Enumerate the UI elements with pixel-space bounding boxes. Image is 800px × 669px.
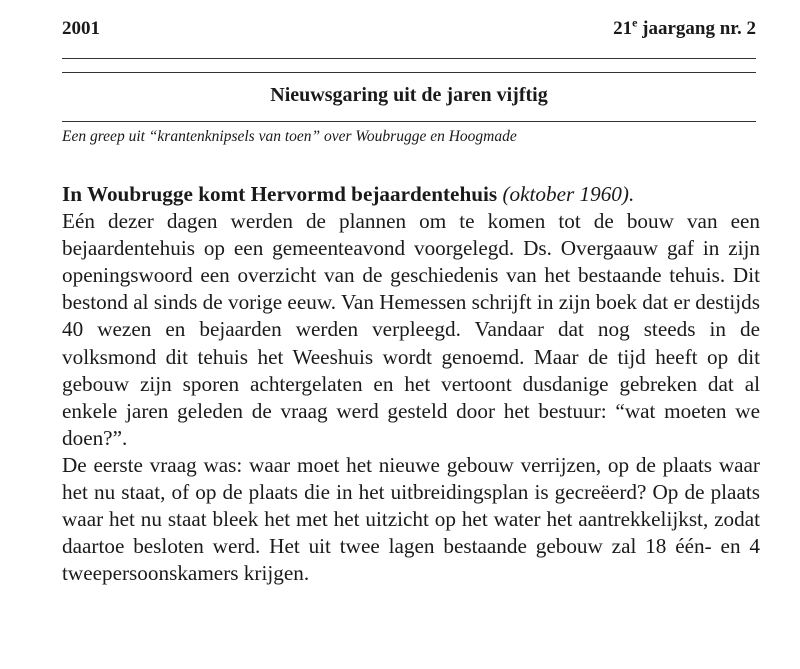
header-divider-top <box>62 58 756 59</box>
header-year: 2001 <box>62 18 100 39</box>
volume-label: jaargang nr. 2 <box>637 18 756 39</box>
page-header <box>62 15 756 46</box>
article-paragraph-2: De eerste vraag was: waar moet het nieuwe gebouw verrijzen, op de plaats waar het nu staat, of op de plaats die in het uitbreidingsplan is gecreëerd? Op de plaats waar het nu staat bleek het met het uitzicht op het water het aantrekkelijkst, zodat daartoe besloten werd. Het uit twee lagen bestaande gebouw zal 18 één- en 4 tweepersoonskamers krijgen. <box>62 452 760 586</box>
volume-superscript: e <box>632 15 638 30</box>
article <box>62 181 760 587</box>
volume-number: 21 <box>613 18 633 39</box>
article-paragraph-1 <box>62 181 760 452</box>
section-title: Nieuwsgaring uit de jaren vijftig <box>270 84 548 106</box>
article-body-1: Eén dezer dagen werden de plannen om te komen tot de bouw van een bejaardentehuis op een gemeenteavond voorgelegd. Ds. Overgaauw gaf in zijn openingswoord een overzicht van de geschiedenis van het bestaande tehuis. Dit bestond al sinds de vorige eeuw. Van Hemessen schrijft in zijn boek dat er destijds 40 wezen en bejaarden werden verpleegd. Vandaar dat nog steeds in de volksmond dit tehuis het Weeshuis wordt genoemd. Maar de tijd heeft op dit gebouw zijn sporen achtergelaten en het vertoont dusdanige gebreken dat al enkele jaren geleden de vraag werd gesteld door het bestuur: “wat moeten we doen?”. <box>62 209 760 450</box>
header-divider-bottom <box>62 72 756 73</box>
article-headline: In Woubrugge komt Hervormd bejaardentehuis <box>62 182 498 206</box>
header-volume <box>613 15 756 40</box>
article-date: (oktober 1960). <box>497 182 635 206</box>
section-subtitle: Een greep uit “krantenknipsels van toen” over Woubrugge en Hoogmade <box>62 128 517 145</box>
title-divider <box>62 121 756 122</box>
